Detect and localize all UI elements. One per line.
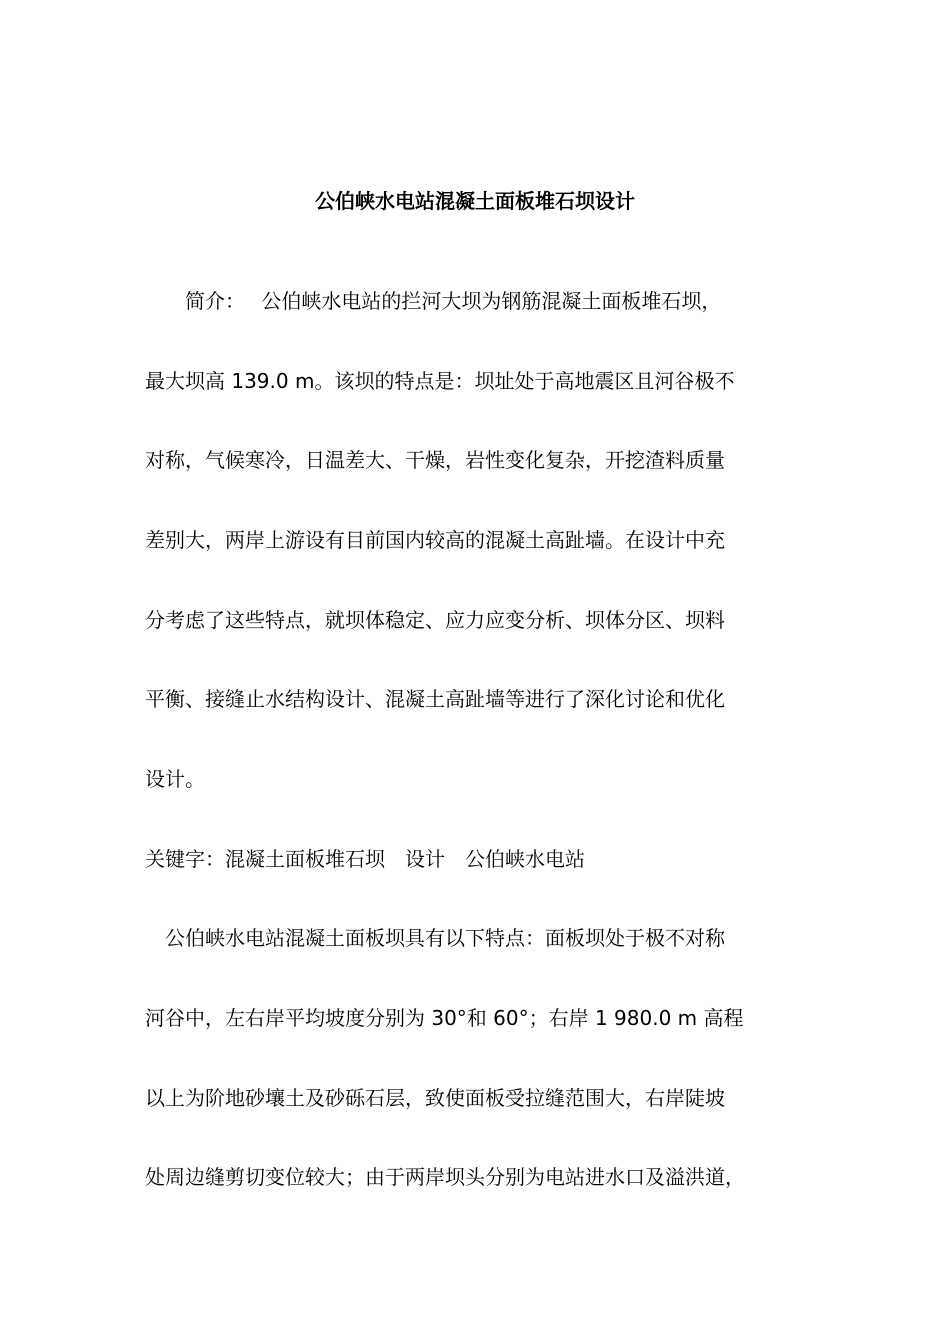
- body-line: 河谷中，左右岸平均坡度分别为 30°和 60°；右岸 1 980.0 m 高程: [145, 1006, 744, 1030]
- abstract-line: 设计。: [145, 767, 205, 791]
- abstract-line: 对称，气候寒冷，日温差大、干燥，岩性变化复杂，开挖渣料质量: [145, 448, 725, 472]
- abstract-line: 分考虑了这些特点，就坝体稳定、应力应变分析、坝体分区、坝料: [145, 608, 725, 632]
- keywords-line: 关键字：混凝土面板堆石坝 设计 公伯峡水电站: [145, 847, 585, 871]
- body-line: 公伯峡水电站混凝土面板坝具有以下特点：面板坝处于极不对称: [145, 926, 725, 950]
- abstract-line: 最大坝高 139.0 m。该坝的特点是：坝址处于高地震区且河谷极不: [145, 369, 735, 393]
- abstract-line: 平衡、接缝止水结构设计、混凝土高趾墙等进行了深化讨论和优化: [145, 687, 725, 711]
- abstract-line: 简介： 公伯峡水电站的拦河大坝为钢筋混凝土面板堆石坝，: [145, 289, 722, 313]
- body-line: 处周边缝剪切变位较大；由于两岸坝头分别为电站进水口及溢洪道，: [145, 1165, 745, 1189]
- abstract-line: 差别大，两岸上游设有目前国内较高的混凝土高趾墙。在设计中充: [145, 528, 725, 552]
- document-title: 公伯峡水电站混凝土面板堆石坝设计: [315, 189, 635, 213]
- body-line: 以上为阶地砂壤土及砂砾石层，致使面板受拉缝范围大，右岸陡坡: [145, 1086, 725, 1110]
